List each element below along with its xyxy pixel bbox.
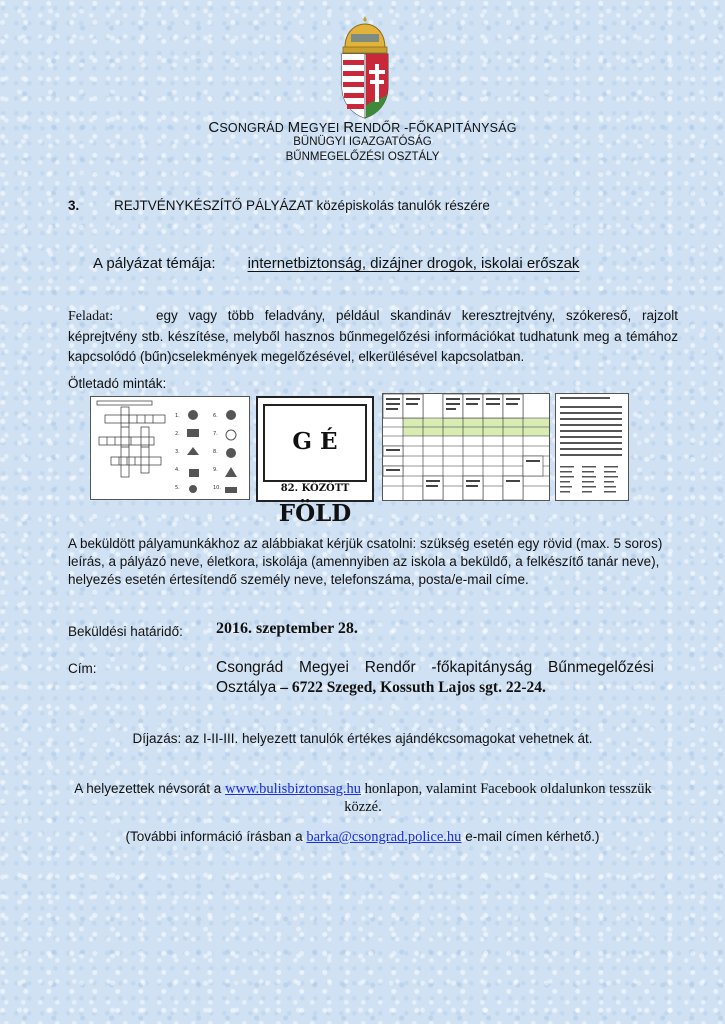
contest-title [68,198,490,213]
task-paragraph [68,306,678,367]
prize-label: Díjazás: [132,731,182,746]
svg-text:7.: 7. [213,431,218,437]
svg-text:1.: 1. [175,413,180,419]
theme-label: A pályázat témája: [93,255,216,272]
prize-line [0,731,725,746]
rebus-sample-image [256,396,374,527]
info-line [0,829,725,846]
svg-text:8.: 8. [213,449,218,455]
contest-title-main: REJTVÉNYKÉSZÍTŐ PÁLYÁZAT [114,198,313,213]
address-value [216,658,654,698]
task-label: Feladat: [68,309,114,324]
address-line-1: Csongrád Megyei Rendőr -főkapitányság Bűnmegelőzési [216,659,654,676]
address-label: Cím: [68,661,97,676]
rebus-word: G É FÖLD [263,404,367,482]
crossword-sample-image [90,396,250,500]
svg-text:4.: 4. [175,467,180,473]
scandinavian-crossword-sample-image [382,393,550,501]
address-line-2a: Osztálya [216,679,277,696]
svg-text:6.: 6. [213,413,218,419]
org-directorate: BÜNÜGYI IGAZGATÓSÁG [293,136,432,148]
theme-line [93,255,579,272]
results-suffix: honlapon, valamint Facebook oldalunkon tesszük közzé. [344,781,652,815]
results-prefix: A helyezettek névsorát a [74,781,226,796]
svg-text:3.: 3. [175,449,180,455]
address-line-2b: – 6722 Szeged, Kossuth Lajos sgt. 22-24. [276,679,546,696]
contest-number: 3. [68,198,80,213]
email-link[interactable]: barka@csongrad.police.hu [306,829,462,845]
attachments-paragraph: A beküldött pályamunkákhoz az alábbiakat kérjük csatolni: szükség esetén egy rövid (max. 5 soros) leírás, a pályázó neve, életkora, iskolája (amennyiben az iskola a beküldő, a felkészítő tanár neve), helyezés esetén értesítendő személy neve, telefonszáma, posta/e-mail címe. [68,536,663,587]
contest-title-sub: középiskolás tanulók részére [312,198,490,213]
svg-text:5.: 5. [175,485,180,491]
svg-text:2.: 2. [175,431,180,437]
deadline-label: Beküldési határidő: [68,624,183,639]
deadline-value: 2016. szeptember 28. [216,620,358,637]
prize-text: az I-II-III. helyezett tanulók értékes ajándékcsomagokat vehetnek át. [185,731,593,746]
info-prefix: (További információ írásban a [125,829,307,844]
org-name: CSONGRÁD MEGYEI RENDŐR -FŐKAPITÁNYSÁG [208,119,517,136]
info-suffix: e-mail címen kérhető.) [461,829,600,844]
org-department: BŰNMEGELŐZÉSI OSZTÁLY [285,151,440,163]
website-link[interactable]: www.bulisbiztonsag.hu [225,781,362,797]
results-paragraph [68,780,658,816]
coat-of-arms-logo [337,14,393,120]
samples-label: Ötletadó minták: [68,376,167,391]
svg-text:9.: 9. [213,467,218,473]
task-text: egy vagy több feladvány, például skandináv keresztrejtvény, szókereső, rajzolt képrejtvény stb. készítése, melyből hasznos bűnmegelőzési információkat tudhatunk meg a témához kapcsolódó (bűn)cselekmények megelőzésével, elkerülésével kapcsolatban. [68,308,678,364]
rebus-caption: 82. KÖZÖTT [280,483,350,494]
word-search-sample-image [555,393,629,501]
svg-text:10.: 10. [213,485,221,491]
theme-value: internetbiztonság, dizájner drogok, iskolai erőszak [247,255,580,272]
